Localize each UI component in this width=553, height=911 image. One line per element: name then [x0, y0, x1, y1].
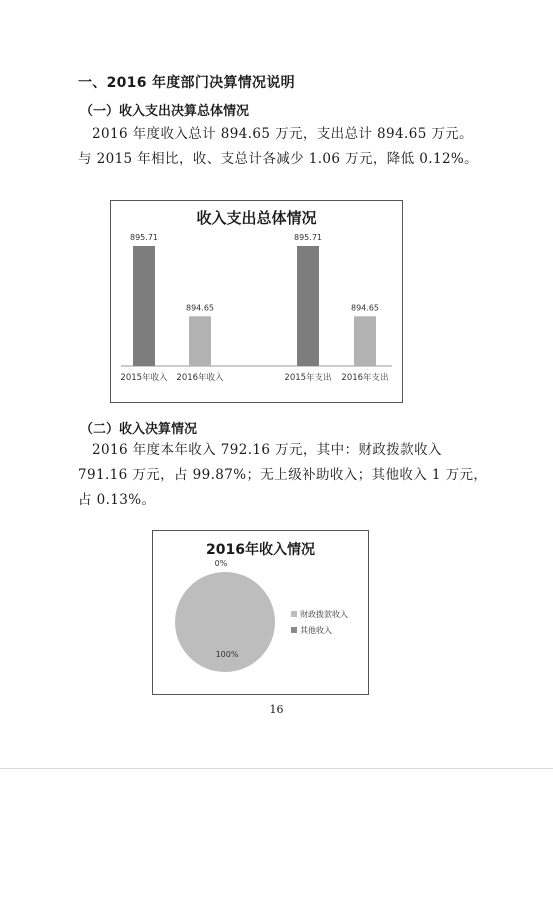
income-pie-chart [152, 530, 369, 695]
category-label: 2015年收入 [120, 373, 168, 383]
paragraph-line: 与 2015 年相比，收、支总计各减少 1.06 万元，降低 0.12%。 [78, 151, 479, 167]
page-edge [0, 768, 553, 769]
legend-label: 财政拨款收入 [300, 610, 348, 619]
bar [189, 316, 211, 366]
paragraph-line: 占 0.13%。 [78, 492, 156, 508]
part1-subheading: （一）收入支出决算总体情况 [80, 104, 250, 119]
chart-title: 收入支出总体情况 [196, 209, 317, 227]
data-label: 895.71 [130, 233, 158, 242]
part2-subheading: （二）收入决算情况 [80, 422, 198, 437]
part2-paragraph [78, 438, 488, 513]
category-label: 2015年支出 [284, 373, 332, 383]
paragraph-line: 791.16 万元，占 99.87%；无上级补助收入；其他收入 1 万元， [78, 467, 488, 483]
data-label: 895.71 [294, 233, 322, 242]
data-label: 0% [214, 559, 228, 568]
category-label: 2016年收入 [176, 373, 224, 383]
legend-label: 其他收入 [300, 626, 332, 635]
page-number: 16 [269, 703, 284, 716]
bar [297, 246, 319, 366]
income-expense-bar-chart [110, 200, 403, 403]
chart-title: 2016年收入情况 [206, 542, 315, 558]
legend-swatch [291, 627, 297, 633]
paragraph-line: 2016 年度本年收入 792.16 万元，其中：财政拨款收入 [92, 442, 442, 458]
bar-chart-plot [111, 201, 402, 402]
data-label: 894.65 [186, 303, 214, 313]
bar [133, 246, 155, 366]
section-heading: 一、2016 年度部门决算情况说明 [78, 75, 295, 91]
paragraph-line: 2016 年度收入总计 894.65 万元，支出总计 894.65 万元。 [92, 126, 474, 142]
legend-swatch [291, 611, 297, 617]
part1-paragraph [78, 122, 478, 172]
data-label: 100% [215, 650, 239, 659]
category-label: 2016年支出 [341, 373, 389, 383]
data-label: 894.65 [351, 303, 379, 313]
bar [354, 316, 376, 366]
pie-chart-plot [153, 531, 368, 694]
